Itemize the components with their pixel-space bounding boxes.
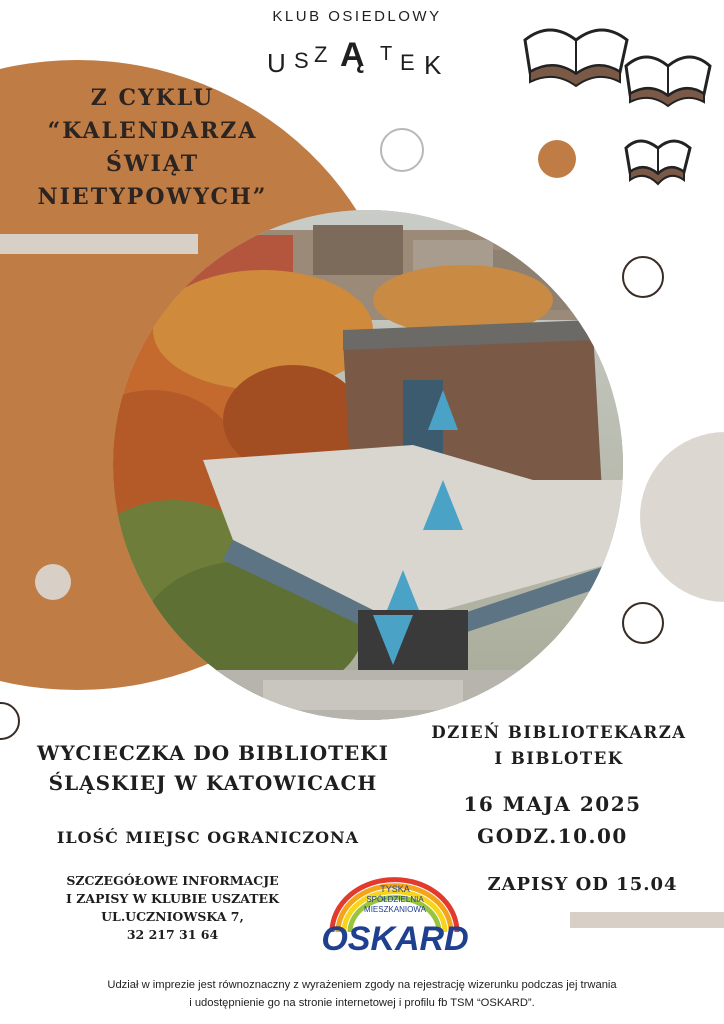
- info-line: SZCZEGÓŁOWE INFORMACJE: [66, 873, 279, 888]
- event-time: GODZ.10.00: [477, 824, 628, 848]
- cycle-title-line: “KALENDARZA: [47, 118, 258, 144]
- dark-ring-decoration: [0, 702, 20, 740]
- oskard-brand: OSKARD: [321, 920, 469, 955]
- library-photo: [113, 210, 623, 720]
- occasion-line: I BIBLOTEK: [494, 749, 624, 768]
- footer-consent-note: [0, 976, 724, 1012]
- wordmark-letter-a: Ą: [340, 36, 365, 74]
- oskard-arc-line: SPÓŁDZIELNIA: [366, 895, 424, 904]
- beige-bar-decoration: [570, 912, 724, 928]
- info-phone: 32 217 31 64: [126, 927, 219, 942]
- orange-dot-decoration: [538, 140, 576, 178]
- cycle-title-line: NIETYPOWYCH”: [37, 184, 268, 210]
- uszatek-wordmark: [252, 30, 462, 80]
- grey-ring-decoration: [380, 128, 424, 172]
- event-date: 16 MAJA 2025: [463, 792, 642, 816]
- beige-bar-decoration: [0, 234, 198, 254]
- wordmark-letter-e: E: [400, 50, 415, 75]
- limited-places-note: ILOŚĆ MIEJSC OGRANICZONA: [56, 828, 360, 847]
- club-name-line: KLUB OSIEDLOWY: [272, 8, 442, 25]
- club-logo: [252, 8, 462, 78]
- event-title-line: WYCIECZKA DO BIBLIOTEKI: [36, 741, 390, 765]
- wordmark-letter-u: U: [267, 48, 286, 78]
- occasion-title: [424, 720, 694, 772]
- wordmark-letter-t: T: [380, 43, 393, 65]
- open-book-icon: [622, 40, 714, 110]
- signup-date: ZAPISY OD 15.04: [487, 874, 678, 895]
- open-book-icon: [520, 10, 632, 90]
- footer-line: Udział w imprezie jest równoznaczny z wyrażeniem zgody na rejestrację wizerunku podczas jej trwania: [107, 979, 617, 991]
- dark-ring-decoration: [622, 256, 664, 298]
- open-book-icon: [622, 126, 694, 188]
- oskard-arc-line: TYSKA: [380, 884, 410, 894]
- wordmark-letter-s: S: [294, 48, 309, 73]
- grey-dot-decoration: [35, 564, 71, 600]
- wordmark-letter-k: K: [424, 50, 442, 80]
- wordmark-letter-z: Z: [314, 42, 328, 67]
- footer-line: i udostępnienie go na stronie internetowej i profilu fb TSM “OSKARD”.: [189, 997, 535, 1009]
- dark-ring-decoration: [622, 602, 664, 644]
- info-line: I ZAPISY W KLUBIE USZATEK: [66, 891, 279, 906]
- info-line: UL.UCZNIOWSKA 7,: [101, 909, 244, 924]
- cycle-title: [20, 82, 285, 214]
- cycle-title-line: ŚWIĄT: [105, 151, 200, 177]
- occasion-line: DZIEŃ BIBLIOTEKARZA: [431, 723, 687, 742]
- event-datetime: [440, 788, 665, 852]
- oskard-logo: [312, 870, 477, 955]
- cycle-title-line: Z CYKLU: [90, 85, 215, 111]
- oskard-arc-line: MIESZKANIOWA: [364, 905, 426, 914]
- beige-circle-decoration: [640, 432, 724, 602]
- event-title-line: ŚLĄSKIEJ W KATOWICACH: [48, 771, 378, 795]
- event-title: [28, 738, 398, 798]
- info-block: [60, 872, 285, 944]
